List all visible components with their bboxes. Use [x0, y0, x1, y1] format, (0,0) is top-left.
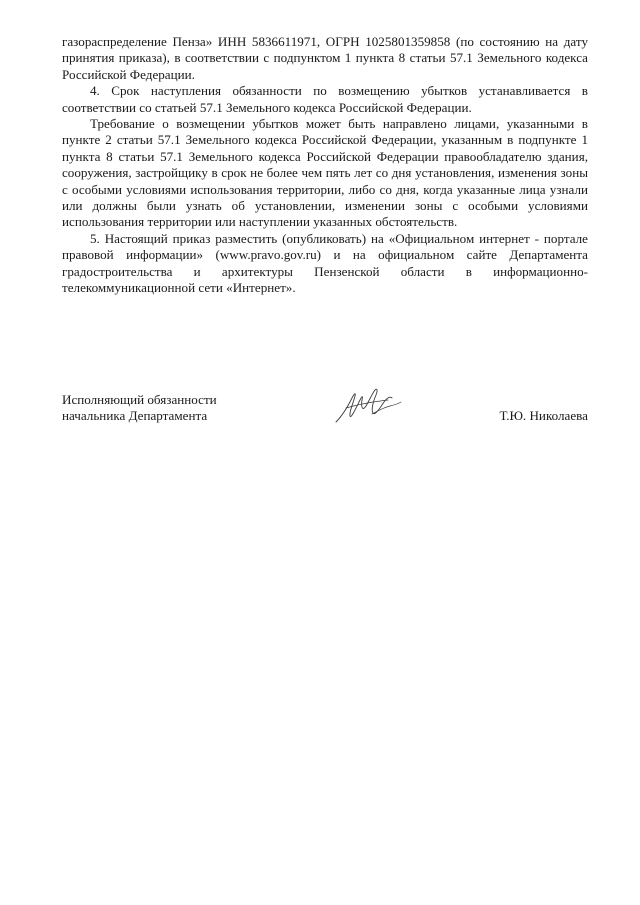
signatory-title-line-2: начальника Департамента: [62, 408, 208, 424]
paragraph-compensation-claim: Требование о возмещении убытков может быть направлено лицами, указанными в пункте 2 статьи 57.1 Земельного кодекса Российской Федерации, указанным в подпункте 1 пункта 8 статьи 57.1 Земельного кодекса Российской Федерации правообладателю здания, сооружения, застройщику в срок не более чем пять лет со дня установления, изменения зоны с особыми условиями использования территории, либо со дня, когда указанные лица узнали или должны были узнать об установлении, изменении зоны с особыми условиями использования территории или наступлении указанных обстоятельств.: [62, 116, 588, 230]
handwritten-signature: [332, 386, 404, 426]
document-body: [62, 34, 588, 297]
paragraph-item-4: 4. Срок наступления обязанности по возмещению убытков устанавливается в соответствии со статьей 57.1 Земельного кодекса Российской Федерации.: [62, 83, 588, 115]
signatory-title: [62, 392, 217, 425]
signature-block: [62, 392, 588, 436]
signatory-title-line-1: Исполняющий обязанности: [62, 392, 217, 407]
signatory-name: Т.Ю. Николаева: [499, 408, 588, 424]
paragraph-continuation: газораспределение Пенза» ИНН 5836611971, ОГРН 1025801359858 (по состоянию на дату принятия приказа), в соответствии с подпунктом 1 пункта 8 статьи 57.1 Земельного кодекса Российской Федерации.: [62, 34, 588, 82]
paragraph-item-5: 5. Настоящий приказ разместить (опубликовать) на «Официальном интернет - портале правовой информации» (www.pravo.gov.ru) и на официальном сайте Департамента градостроительства и архитектуры Пензенской области в информационно-телекоммуникационной сети «Интернет».: [62, 230, 588, 296]
